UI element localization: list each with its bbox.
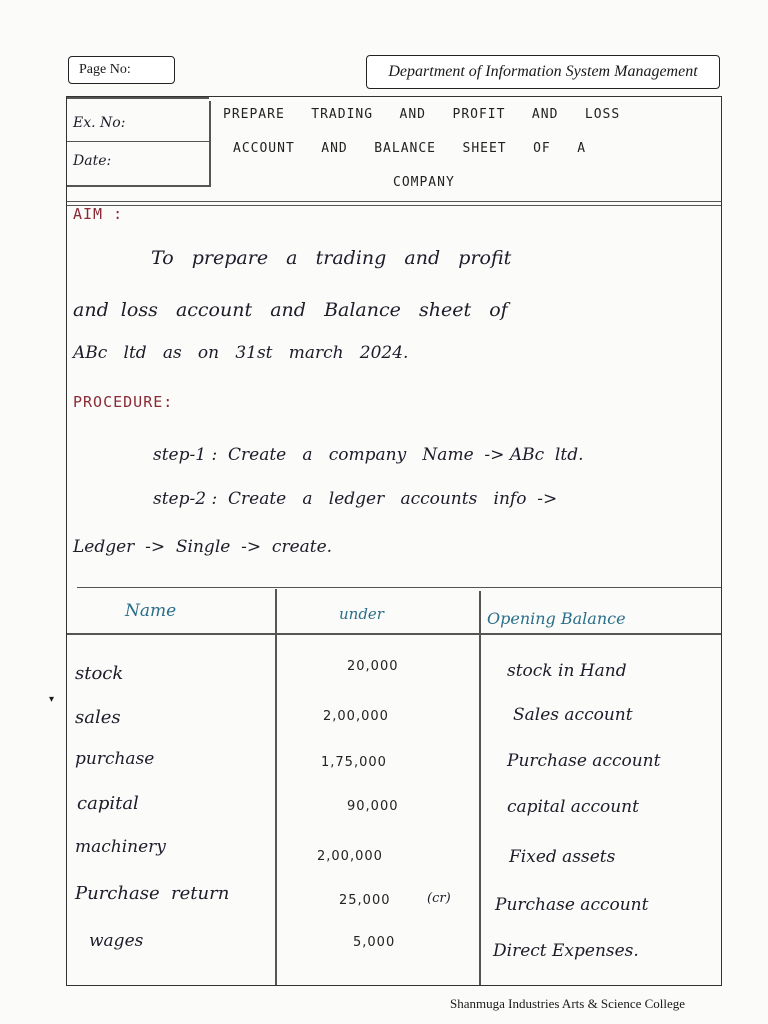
table-header-opening-balance: Opening Balance — [487, 609, 626, 628]
row-2-amount: 2,00,000 — [323, 709, 389, 724]
row-1-amount: 20,000 — [347, 659, 399, 674]
ex-box-divider — [209, 101, 211, 187]
date-label: Date: — [73, 153, 112, 169]
aim-line-1: To prepare a trading and profit — [151, 247, 512, 269]
title-line-2: ACCOUNT AND BALANCE SHEET OF A — [233, 141, 587, 156]
table-col-divider-2 — [479, 591, 481, 985]
department-box — [366, 55, 720, 89]
row-5-amount: 2,00,000 — [317, 849, 383, 864]
row-6-under: Purchase account — [495, 895, 649, 915]
page-no-label: Page No: — [79, 62, 131, 77]
row-5-name: machinery — [75, 837, 166, 857]
ex-box-top — [67, 97, 209, 99]
table-col-divider-1 — [275, 589, 277, 985]
row-2-name: sales — [75, 707, 121, 728]
record-sheet — [66, 96, 722, 986]
ex-box-bottom — [67, 185, 209, 187]
row-7-name: wages — [89, 931, 144, 951]
header-rule-1 — [67, 201, 721, 202]
row-5-under: Fixed assets — [509, 847, 616, 867]
ex-box-mid — [67, 141, 209, 142]
page-no-box — [68, 56, 175, 84]
college-footer: Shanmuga Industries Arts & Science College — [450, 996, 686, 1011]
table-top-rule — [77, 587, 721, 588]
department-name: Department of Information System Management — [388, 63, 698, 80]
row-3-name: purchase — [75, 749, 155, 769]
procedure-step-1: step-1 : Create a company Name -> ABc ltd. — [153, 445, 584, 465]
row-7-under: Direct Expenses. — [493, 941, 639, 961]
table-header-rule — [67, 633, 721, 635]
row-6-credit-note: (cr) — [427, 891, 451, 906]
aim-line-3: ABc ltd as on 31st march 2024. — [73, 343, 409, 363]
row-2-under: Sales account — [513, 705, 633, 725]
row-3-under: Purchase account — [507, 751, 661, 771]
row-6-amount: 25,000 — [339, 893, 391, 908]
row-1-under: stock in Hand — [507, 661, 627, 681]
row-4-name: capital — [77, 793, 139, 814]
aim-heading: AIM : — [73, 205, 124, 223]
header-rule-2 — [67, 205, 721, 206]
row-6-name: Purchase return — [75, 883, 230, 904]
row-1-name: stock — [75, 663, 124, 684]
table-header-name: Name — [125, 601, 177, 621]
margin-mark-icon: ▾ — [49, 694, 55, 705]
title-line-3: COMPANY — [393, 175, 455, 190]
procedure-heading: PROCEDURE: — [73, 393, 174, 411]
title-line-1: PREPARE TRADING AND PROFIT AND LOSS — [223, 107, 621, 122]
ex-no-label: Ex. No: — [73, 115, 126, 131]
row-7-amount: 5,000 — [353, 935, 396, 950]
table-header-under: under — [339, 605, 384, 623]
aim-line-2: and loss account and Balance sheet of — [73, 299, 508, 321]
row-4-under: capital account — [507, 797, 639, 817]
row-3-amount: 1,75,000 — [321, 755, 387, 770]
row-4-amount: 90,000 — [347, 799, 399, 814]
procedure-step-2: step-2 : Create a ledger accounts info -> — [153, 489, 558, 509]
procedure-step-2-cont: Ledger -> Single -> create. — [73, 537, 333, 557]
